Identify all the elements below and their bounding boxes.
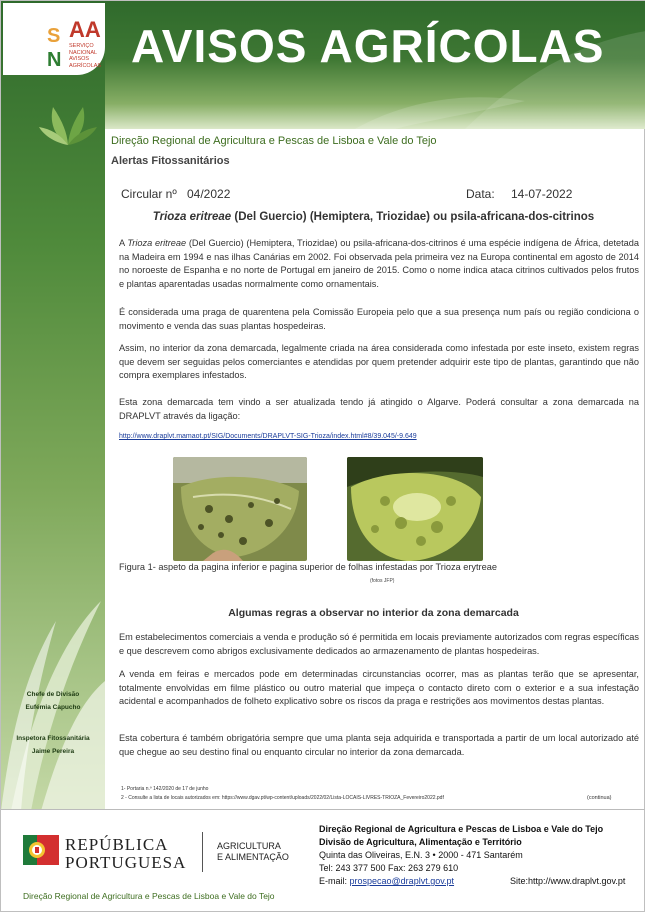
contact-org: Direção Regional de Agricultura e Pescas de Lisboa e Vale do Tejo — [319, 824, 604, 834]
heading-rest: (Del Guercio) (Hemiptera, Triozidae) ou psila-africana-dos-citrinos — [231, 211, 595, 223]
circular-number: 04/2022 — [187, 187, 231, 201]
agri-line-2: E ALIMENTAÇÃO — [217, 852, 289, 862]
snaa-logo — [3, 3, 105, 75]
circular-label: Circular nº — [121, 187, 177, 201]
photo-credit: (fotos JFP) — [370, 578, 395, 584]
rule-1: Em estabelecimentos comerciais a venda e produção só é permitida em locais previamente autorizados com regras específicas e que descrevem como abrigos exclusivamente dedicados ao armazenamento de plantas hospedeiras. — [119, 632, 639, 656]
logo-text: SERVIÇO NACIONAL AVISOS AGRÍCOLAS — [69, 43, 102, 69]
contact-email-row — [319, 876, 454, 886]
p1-species: Trioza eritreae — [127, 238, 187, 248]
page-title: AVISOS AGRÍCOLAS — [131, 20, 605, 72]
paragraph-1 — [119, 237, 639, 291]
heading-species: Trioza eritreae — [152, 211, 232, 223]
agricultura-text — [217, 841, 289, 863]
republica-line-1: REPÚBLICA — [65, 835, 169, 854]
p1-prefix: A — [119, 238, 128, 248]
footer-org-name: Direção Regional de Agricultura e Pescas de Lisboa e Vale do Tejo — [23, 891, 275, 901]
contact-phone: Tel: 243 377 500 Fax: 263 279 610 — [319, 863, 459, 873]
continua-note: (continua) — [587, 795, 612, 801]
p1-text: (Del Guercio) (Hemiptera, Triozidae) ou psila-africana-dos-citrinos é uma espécie indígena de África, detetada na Madeira em 1994 e nas ilhas Canárias em 2002. Foi observada pela primeira vez na Europa continental em agosto de 2014 no noroeste de Espanha e no norte de Portugal em janeiro de 2015. Como o nome indica ataca citrinos cultivados pelos frutos e plantas aparentadas usadas normalmente como ornamentais. — [119, 238, 639, 289]
contact-site[interactable]: Site:http://www.draplvt.gov.pt — [510, 876, 626, 886]
leaves-icon — [35, 97, 101, 149]
photo-leaf-upperside — [347, 457, 483, 561]
grass-decoration — [1, 561, 105, 809]
rule-3: Esta cobertura é também obrigatória sempre que uma planta seja adquirida e transportada a partir de um local autorizado até que chegue ao seu destino final ou enquanto circular no interior da zona demarcada. — [119, 733, 639, 757]
email-label: E-mail: — [319, 876, 350, 886]
date-value: 14-07-2022 — [511, 187, 573, 201]
signer-1-role: Chefe de Divisão — [26, 691, 80, 698]
signer-2-role: Inspetora Fitossanitária — [16, 735, 90, 742]
contact-division: Divisão de Agricultura, Alimentação e Território — [319, 837, 522, 847]
logo-letters-aa: AA — [69, 17, 101, 42]
main-heading — [111, 211, 636, 223]
logo-letter-n: N — [47, 49, 62, 71]
paragraph-2: É considerada uma praga de quarentena pela Comissão Europeia pelo que a sua presença num país ou região condiciona o movimento e venda das suas plantas hospedeiras. — [119, 307, 639, 331]
signer-2-name: Jaime Pereira — [31, 748, 75, 755]
logo-letter-s: S — [47, 25, 61, 47]
footnote-1: 1- Portaria n.º 142/2020 de 17 de junho — [121, 786, 209, 792]
signer-1-name: Eufémia Capucho — [25, 704, 81, 711]
footnote-2: 2 - Consulte a lista de locais autorizados em: https://www.dgav.pt/wp-content/uploads/2022/02/Lista-LOCAIS-LIVRES-TRIOZA_Fevereiro2022.pdf — [121, 795, 444, 801]
photo-leaf-underside — [173, 457, 307, 561]
rules-heading: Algumas regras a observar no interior da zona demarcada — [228, 607, 519, 619]
alert-title: Alertas Fitossanitários — [111, 155, 230, 167]
contact-address: Quinta das Oliveiras, E.N. 3 • 2000 - 471 Santarém — [319, 850, 523, 860]
figure-caption: Figura 1- aspeto da pagina inferior e pagina superior de folhas infestadas por Trioza erytreae — [119, 562, 497, 572]
rule-2: A venda em feiras e mercados pode em determinadas circunstancias ocorrer, mas as plantas terão que se apresentar, totalmente envolvidas em filme plástico ou outro material que impeça o contacto direto com o exterior e a sua infestação acidental e acompanhados de folheto explicativo sobre os riscos da praga e restrições aos movimentos destas plantas. — [119, 669, 639, 707]
region-title: Direção Regional de Agricultura e Pescas de Lisboa e Vale do Tejo — [111, 135, 437, 147]
portuguese-republic-emblem — [23, 833, 59, 867]
agri-line-1: AGRICULTURA — [217, 841, 281, 851]
paragraph-3: Assim, no interior da zona demarcada, legalmente criada na área considerada como infestada por este inseto, existem regras que devem ser seguidas pelos comerciantes e atendidas por quem pretender adquirir este tipo de plantas, garantindo que não compra exemplares infestados. — [119, 343, 639, 381]
republica-line-2: PORTUGUESA — [65, 853, 187, 872]
footer-separator — [202, 832, 203, 872]
paragraph-4: Esta zona demarcada tem vindo a ser atualizada tendo já atingido o Algarve. Poderá consultar a zona demarcada na DRAPLVT através da ligação: — [119, 397, 639, 421]
footer-divider — [1, 809, 645, 810]
date-label: Data: — [466, 187, 495, 201]
email-link[interactable]: prospecao@draplvt.gov.pt — [349, 876, 455, 886]
republica-portuguesa-text — [65, 836, 186, 872]
demarcated-zone-link[interactable]: http://www.draplvt.mamaot.pt/SIG/Documents/DRAPLVT-SIG-Trioza/index.html#8/39.045/-9.649 — [119, 433, 417, 440]
